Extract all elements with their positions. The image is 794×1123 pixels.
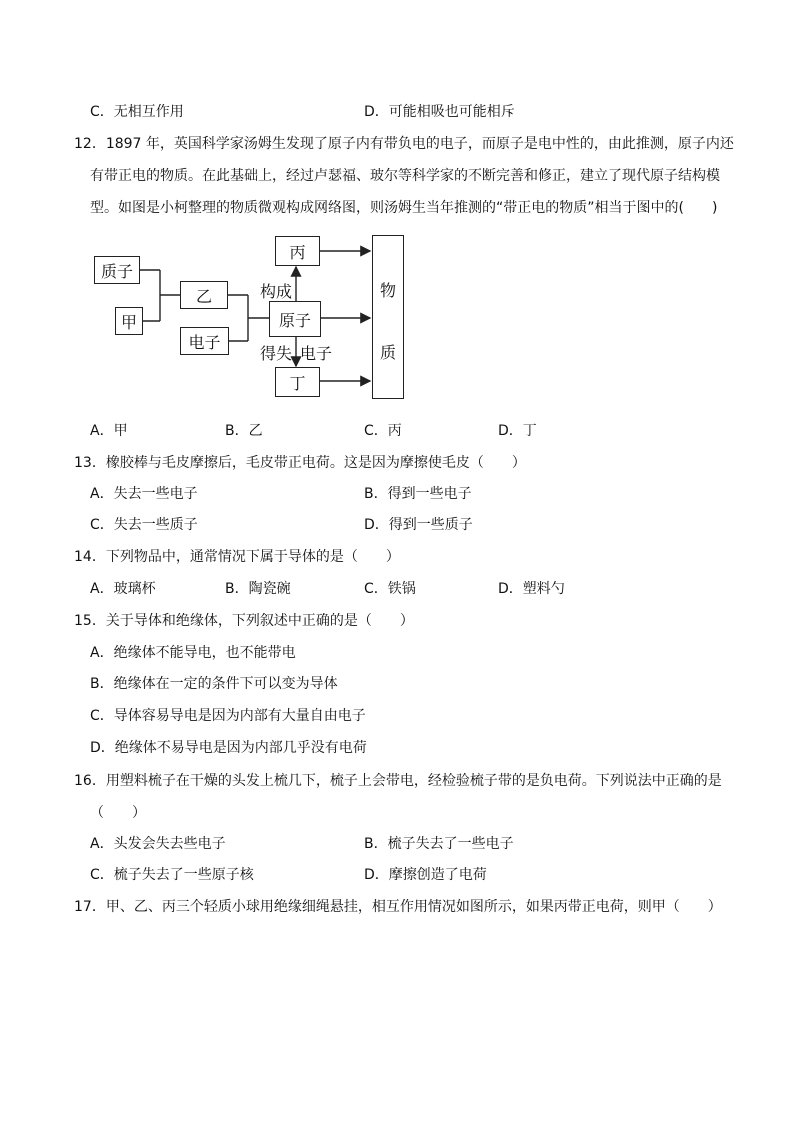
q12-stem-line1: 12．1897 年，英国科学家汤姆生发现了原子内有带负电的电子，而原子是电中性的，由此推测，原子内还 [74,136,734,152]
q16-option-a: A．头发会失去些电子 [90,836,226,852]
box-yi: 乙 [180,281,228,309]
q16-stem-line1: 16．用塑料梳子在干燥的头发上梳几下，梳子上会带电，经检验梳子带的是负电荷。下列说法中正确的是 [74,773,722,789]
q16-option-c: C．梳子失去了一些原子核 [90,867,254,883]
label-gain-lose: 得失 [260,344,293,363]
q12-option-b: B．乙 [225,423,263,439]
q11-option-c: C．无相互作用 [90,104,184,120]
box-jia: 甲 [115,307,143,335]
q16-stem-line2: （ ） [90,805,146,821]
q12-option-a: A．甲 [90,423,128,439]
q12-stem-line2: 有带正电的物质。在此基础上，经过卢瑟福、玻尔等科学家的不断完善和修正，建立了现代原子结构模 [90,168,720,184]
q14-option-d: D．塑料勺 [498,581,565,597]
q15-option-d: D．绝缘体不易导电是因为内部几乎没有电荷 [90,740,367,756]
matter-char-2: 质 [379,343,396,362]
q16-option-d: D．摩擦创造了电荷 [364,867,487,883]
q14-option-b: B．陶瓷碗 [225,581,291,597]
q14-option-c: C．铁锅 [364,581,416,597]
q11-option-d: D．可能相吸也可能相斥 [364,104,515,120]
q12-option-c: C．丙 [364,423,402,439]
q13-option-a: A．失去一些电子 [90,486,198,502]
q14-option-a: A．玻璃杯 [90,581,156,597]
q14-stem: 14．下列物品中，通常情况下属于导体的是（ ） [74,549,400,565]
label-electron: 电子 [300,344,333,363]
q15-option-b: B．绝缘体在一定的条件下可以变为导体 [90,676,338,692]
box-atom: 原子 [269,301,321,337]
matter-structure-diagram [88,233,418,403]
box-bing: 丙 [275,236,320,266]
q13-option-b: B．得到一些电子 [364,486,472,502]
label-compose: 构成 [260,282,293,301]
q17-stem: 17．甲、乙、丙三个轻质小球用绝缘细绳悬挂，相互作用情况如图所示，如果丙带正电荷，则甲（ ） [74,899,722,915]
q12-stem-line3: 型。如图是小柯整理的物质微观构成网络图，则汤姆生当年推测的“带正电的物质”相当于图中的( ) [90,200,718,216]
q16-option-b: B．梳子失去了一些电子 [364,836,514,852]
q15-option-a: A．绝缘体不能导电，也不能带电 [90,645,296,661]
box-electron: 电子 [180,327,229,355]
q12-option-d: D．丁 [498,423,537,439]
q15-stem: 15．关于导体和绝缘体，下列叙述中正确的是（ ） [74,613,414,629]
q13-option-c: C．失去一些质子 [90,517,198,533]
box-proton: 质子 [94,256,140,284]
q13-option-d: D．得到一些质子 [364,517,473,533]
matter-char-1: 物 [379,281,396,300]
q15-option-c: C．导体容易导电是因为内部有大量自由电子 [90,708,366,724]
box-matter [372,235,404,399]
q13-stem: 13．橡胶棒与毛皮摩擦后，毛皮带正电荷。这是因为摩擦使毛皮（ ） [74,455,526,471]
box-ding: 丁 [275,367,320,397]
